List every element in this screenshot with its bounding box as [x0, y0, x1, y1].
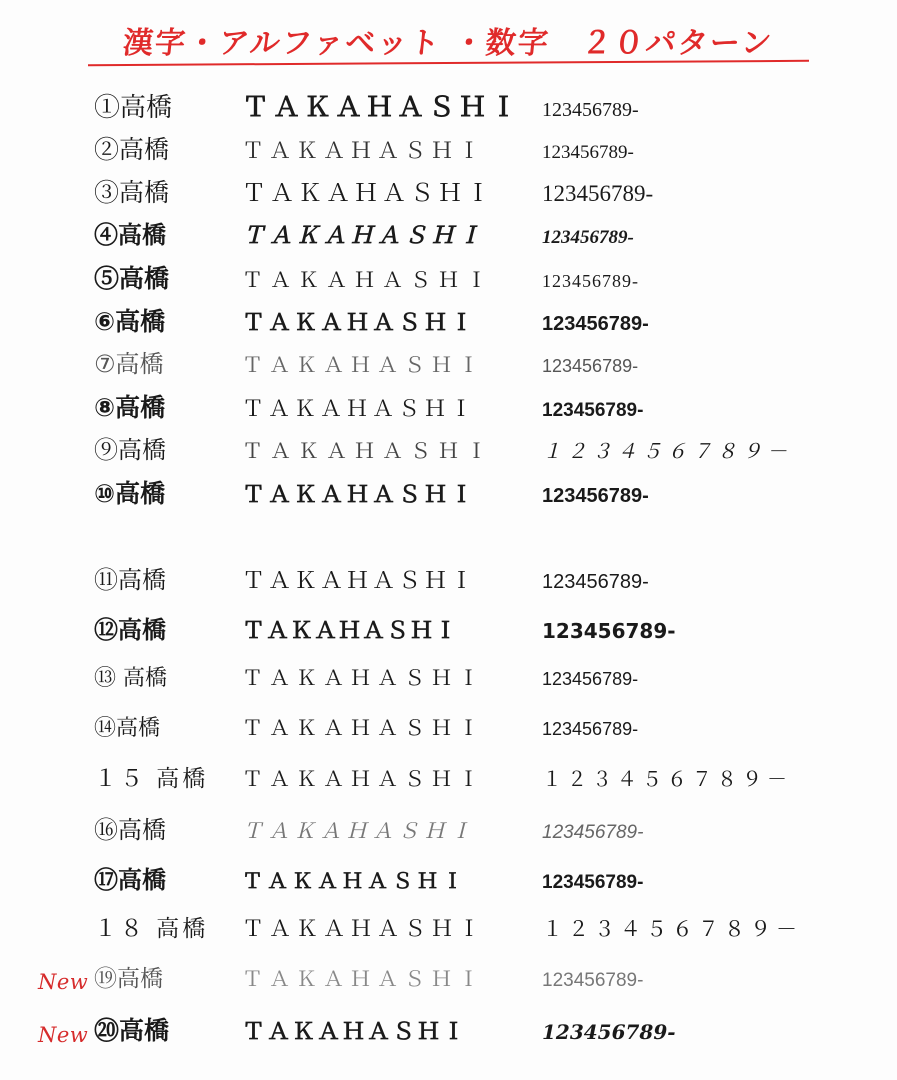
- pattern-numbers: １２３４５６７８９－: [542, 918, 802, 941]
- pattern-row-11[interactable]: [0, 568, 897, 618]
- pattern-numbers: １２３４５６７８９－: [542, 441, 792, 463]
- pattern-numbers: 123456789-: [542, 619, 676, 643]
- page-title: 漢字・アルファベット ・数字 ２０パターン: [121, 26, 776, 61]
- pattern-roman: ＴＡＫＡＨＡＳＨＩ: [242, 223, 485, 248]
- pattern-row-8[interactable]: [0, 395, 897, 438]
- pattern-roman: ＴＡＫＡＨＡＳＨＩ: [242, 567, 476, 593]
- pattern-list: [0, 94, 897, 1068]
- pattern-kanji: ④高橋: [94, 220, 166, 249]
- pattern-numbers: 123456789-: [542, 822, 644, 843]
- pattern-row-9[interactable]: [0, 438, 897, 481]
- pattern-roman: ＴＡＫＡＨＡＳＨＩ: [242, 354, 485, 377]
- pattern-numbers: １２３４５６７８９－: [542, 769, 792, 791]
- pattern-kanji: ⑬ 高橋: [94, 666, 167, 691]
- pattern-roman: ＴＡＫＡＨＡＳＨＩ: [242, 717, 485, 740]
- sheet-header: [0, 0, 897, 70]
- pattern-kanji: ⑲高橋: [94, 966, 163, 992]
- pattern-kanji: ⑫高橋: [94, 616, 166, 644]
- pattern-kanji: ⑪高橋: [94, 566, 166, 594]
- pattern-numbers: 123456789-: [542, 669, 639, 689]
- pattern-roman: ＴＡＫＡＨＡＳＨＩ: [242, 1019, 467, 1045]
- pattern-numbers: 123456789-: [542, 1020, 676, 1044]
- pattern-kanji: ③高橋: [94, 178, 170, 207]
- pattern-kanji: ②高橋: [94, 135, 170, 164]
- pattern-numbers: 123456789-: [542, 571, 649, 593]
- pattern-numbers: 123456789-: [542, 719, 639, 739]
- pattern-numbers: 123456789-: [542, 99, 639, 121]
- pattern-row-10[interactable]: [0, 481, 897, 524]
- pattern-kanji: ⑩高橋: [94, 479, 166, 508]
- pattern-roman: ＴＡＫＡＨＡＳＨＩ: [242, 820, 476, 843]
- pattern-row-14[interactable]: [0, 718, 897, 768]
- pattern-row-6[interactable]: [0, 309, 897, 352]
- pattern-kanji: ⑥高橋: [94, 307, 166, 336]
- pattern-row-3[interactable]: [0, 180, 897, 223]
- pattern-roman: ＴＡＫＡＨＡＳＨＩ: [242, 870, 467, 893]
- new-badge: New: [38, 970, 89, 994]
- pattern-roman: ＴＡＫＡＨＡＳＨＩ: [242, 92, 521, 122]
- pattern-roman: ＴＡＫＡＨＡＳＨＩ: [242, 440, 494, 463]
- pattern-kanji: １８ 高橋: [94, 916, 209, 942]
- pattern-kanji: ⑧高橋: [94, 393, 166, 422]
- pattern-kanji: ⑯高橋: [94, 816, 166, 844]
- pattern-row-13[interactable]: [0, 668, 897, 718]
- pattern-row-19[interactable]: [0, 968, 897, 1018]
- pattern-row-12[interactable]: [0, 618, 897, 668]
- pattern-row-15[interactable]: [0, 768, 897, 818]
- pattern-roman: ＴＡＫＡＨＡＳＨＩ: [242, 396, 477, 421]
- pattern-numbers: 123456789-: [542, 313, 649, 335]
- new-badge: New: [38, 1023, 89, 1047]
- pattern-roman: ＴＡＫＡＨＡＳＨＩ: [242, 916, 486, 941]
- pattern-roman: ＴＡＫＡＨＡＳＨＩ: [242, 138, 486, 163]
- group-separator: [0, 524, 897, 568]
- pattern-roman: ＴＡＫＡＨＡＳＨＩ: [242, 768, 485, 791]
- pattern-row-17[interactable]: [0, 868, 897, 918]
- pattern-roman: ＴＡＫＡＨＡＳＨＩ: [242, 667, 485, 690]
- pattern-row-16[interactable]: [0, 818, 897, 868]
- pattern-kanji: ⑤高橋: [94, 264, 170, 293]
- pattern-row-18[interactable]: [0, 918, 897, 968]
- pattern-roman: ＴＡＫＡＨＡＳＨＩ: [242, 618, 458, 644]
- pattern-roman: ＴＡＫＡＨＡＳＨＩ: [242, 968, 485, 991]
- pattern-numbers: 123456789-: [542, 356, 639, 376]
- pattern-roman: ＴＡＫＡＨＡＳＨＩ: [242, 309, 476, 335]
- pattern-row-1[interactable]: [0, 94, 897, 137]
- pattern-row-7[interactable]: [0, 352, 897, 395]
- pattern-kanji: ⑨高橋: [94, 436, 166, 464]
- pattern-numbers: 123456789-: [542, 271, 639, 291]
- pattern-kanji: ⑦高橋: [94, 350, 164, 378]
- pattern-kanji: ①高橋: [94, 93, 173, 123]
- pattern-numbers: 123456789-: [542, 181, 654, 206]
- pattern-kanji: ⑳高橋: [94, 1016, 170, 1045]
- pattern-numbers: 123456789-: [542, 400, 644, 421]
- pattern-numbers: 123456789-: [542, 485, 649, 507]
- pattern-kanji: １５ 高橋: [94, 766, 209, 792]
- pattern-kanji: ⑰高橋: [94, 866, 166, 894]
- pattern-numbers: 123456789-: [542, 227, 634, 248]
- pattern-kanji: ⑭高橋: [94, 716, 161, 741]
- pattern-roman: ＴＡＫＡＨＡＳＨＩ: [242, 181, 494, 207]
- pattern-numbers: 123456789-: [542, 872, 644, 893]
- pattern-row-20[interactable]: [0, 1018, 897, 1068]
- pattern-roman: ＴＡＫＡＨＡＳＨＩ: [242, 268, 494, 292]
- pattern-row-5[interactable]: [0, 266, 897, 309]
- pattern-numbers: 123456789-: [542, 970, 644, 991]
- pattern-row-4[interactable]: [0, 220, 897, 266]
- pattern-numbers: 123456789-: [542, 142, 634, 163]
- pattern-row-2[interactable]: [0, 137, 897, 180]
- pattern-roman: ＴＡＫＡＨＡＳＨＩ: [242, 481, 476, 507]
